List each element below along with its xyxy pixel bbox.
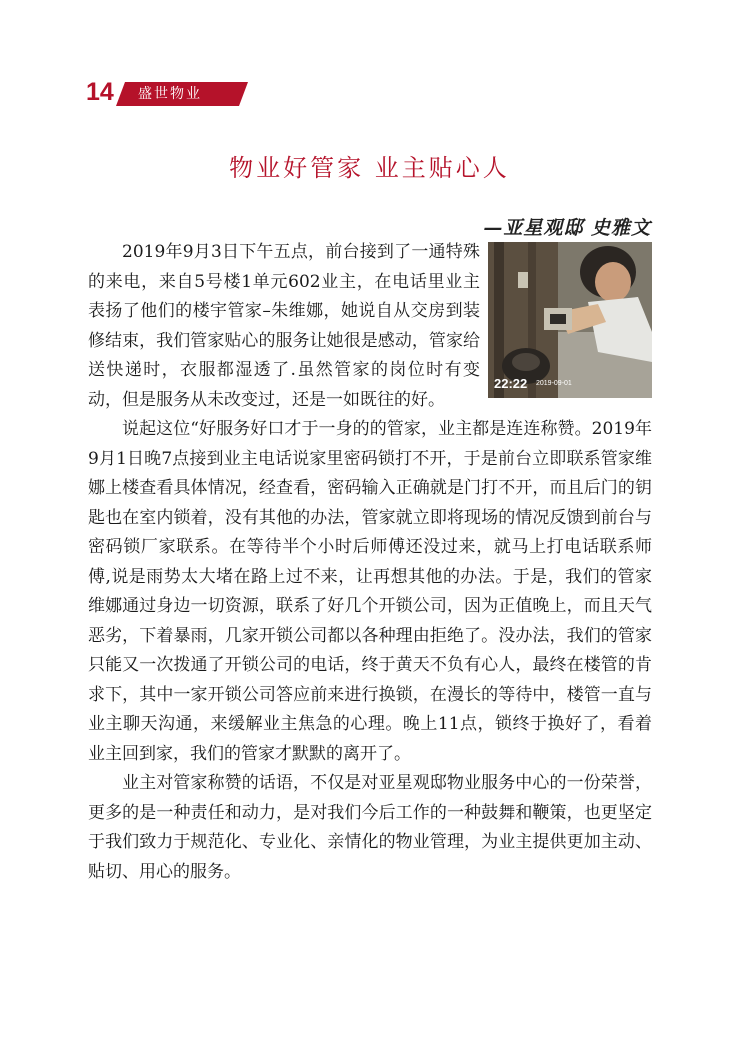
article-title: 物业好管家 业主贴心人 xyxy=(229,154,510,182)
page-number: 14 xyxy=(86,78,114,106)
paragraph-3: 业主对管家称赞的话语，不仅是对亚星观邸物业服务中心的一份荣誉，更多的是一种责任和动力，是对我们今后工作的一种鼓舞和鞭策，也更坚定于我们致力于规范化、专业化、亲情化的物业管理，为业主提供更加主动、贴切、用心的服务。 xyxy=(88,773,652,882)
section-label: 盛世物业 xyxy=(138,86,202,102)
photo-wrap-spacer xyxy=(480,238,652,402)
page-header xyxy=(86,80,236,106)
photo-timestamp: 22:22 xyxy=(494,376,528,391)
paragraph-2: 说起这位“好服务好口才于一身的的管家，业主都是连连称赞。2019年9月1日晚7点接到业主电话说家里密码锁打不开，于是前台立即联系管家维娜上楼查看具体情况，经查看，密码输入正确就是门打不开，而且后门的钥匙也在室内锁着，没有其他的办法，管家就立即将现场的情况反馈到前台与密码锁厂家联系。在等待半个小时后师傅还没过来，就马上打电话联系师傅,说是雨势太大堵在路上过不来，让再想其他的办法。于是，我们的管家维娜通过身边一切资源，联系了好几个开锁公司，因为正值晚上，而且天气恶劣，下着暴雨，几家开锁公司都以各种理由拒绝了。没办法，我们的管家只能又一次拨通了开锁公司的电话，终于黄天不负有心人，最终在楼管的肯求下，其中一家开锁公司答应前来进行换锁，在漫长的等待中，楼管一直与业主聊天沟通，来缓解业主焦急的心理。晚上11点，锁终于换好了，看着业主回到家，我们的管家才默默的离开了。 xyxy=(88,419,652,764)
byline: —亚星观邸 史雅文 xyxy=(483,217,651,239)
photo-date: 2019-09-01 xyxy=(536,380,572,387)
paragraph-1: 2019年9月3日下午五点，前台接到了一通特殊的来电，来自5号楼1单元602业主，在电话里业主表扬了他们的楼宇管家–朱维娜，她说自从交房到装修结束，我们管家贴心的服务让她很是感动，管家给送快递时，衣服都湿透了.虽然管家的岗位时有变动，但是服务从未改变过，还是一如既往的好。 xyxy=(88,242,480,410)
article-body xyxy=(88,238,652,887)
